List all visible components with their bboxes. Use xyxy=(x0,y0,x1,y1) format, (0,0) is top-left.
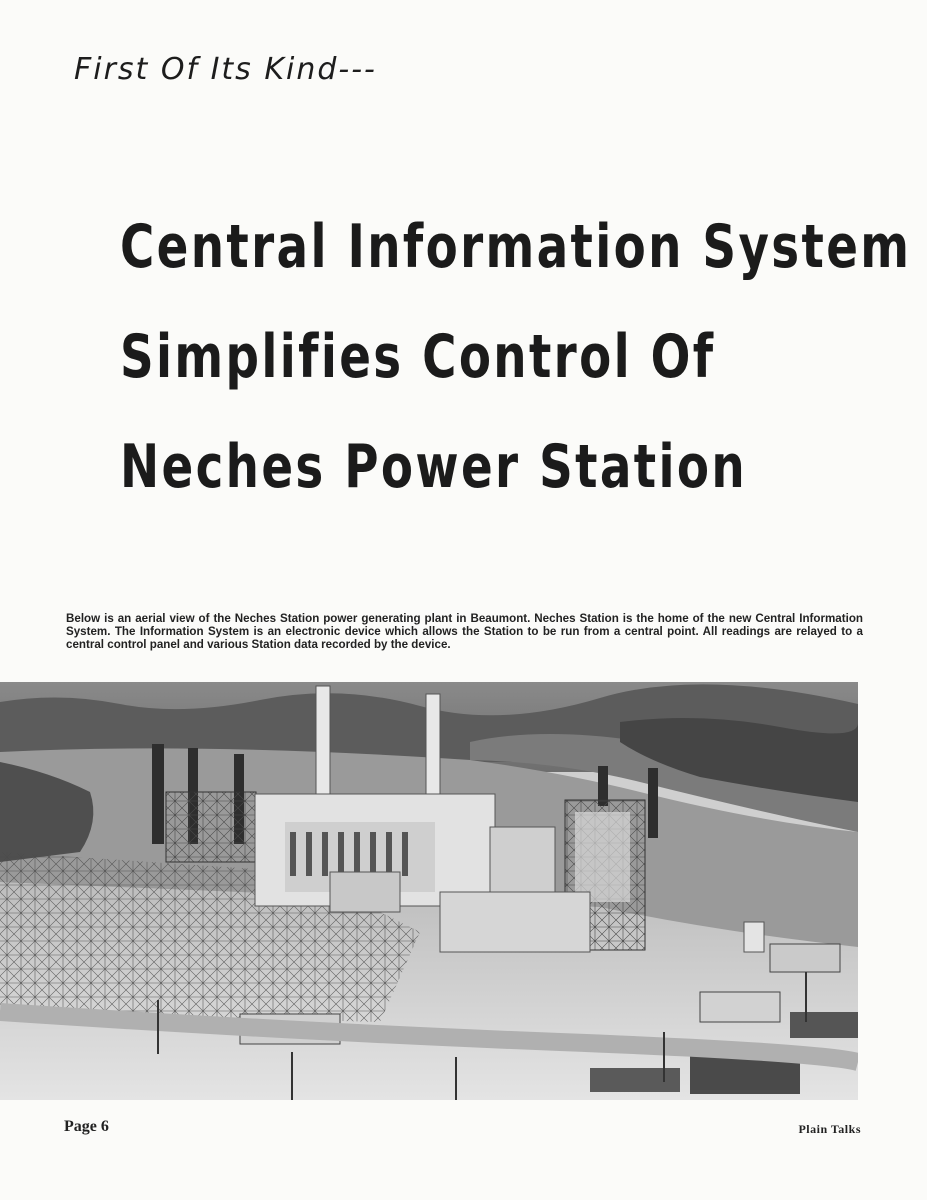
page-number: Page 6 xyxy=(64,1118,109,1135)
publication-name: Plain Talks xyxy=(798,1122,861,1136)
page-title xyxy=(120,192,912,522)
title-line-3: Neches Power Station xyxy=(120,432,748,502)
kicker-heading: First Of Its Kind--- xyxy=(74,52,377,87)
title-line-1: Central Information System xyxy=(120,212,912,282)
title-line-2: Simplifies Control Of xyxy=(120,322,716,392)
aerial-photo-power-station xyxy=(0,682,858,1100)
photo-caption: Below is an aerial view of the Neches Station power generating plant in Beaumont. Neches Station is the home of the new Central Information System. The Information System is an electronic device which allows the Station to be run from a central point. All readings are relayed to a central control panel and various Station data recorded by the device. xyxy=(66,612,863,651)
